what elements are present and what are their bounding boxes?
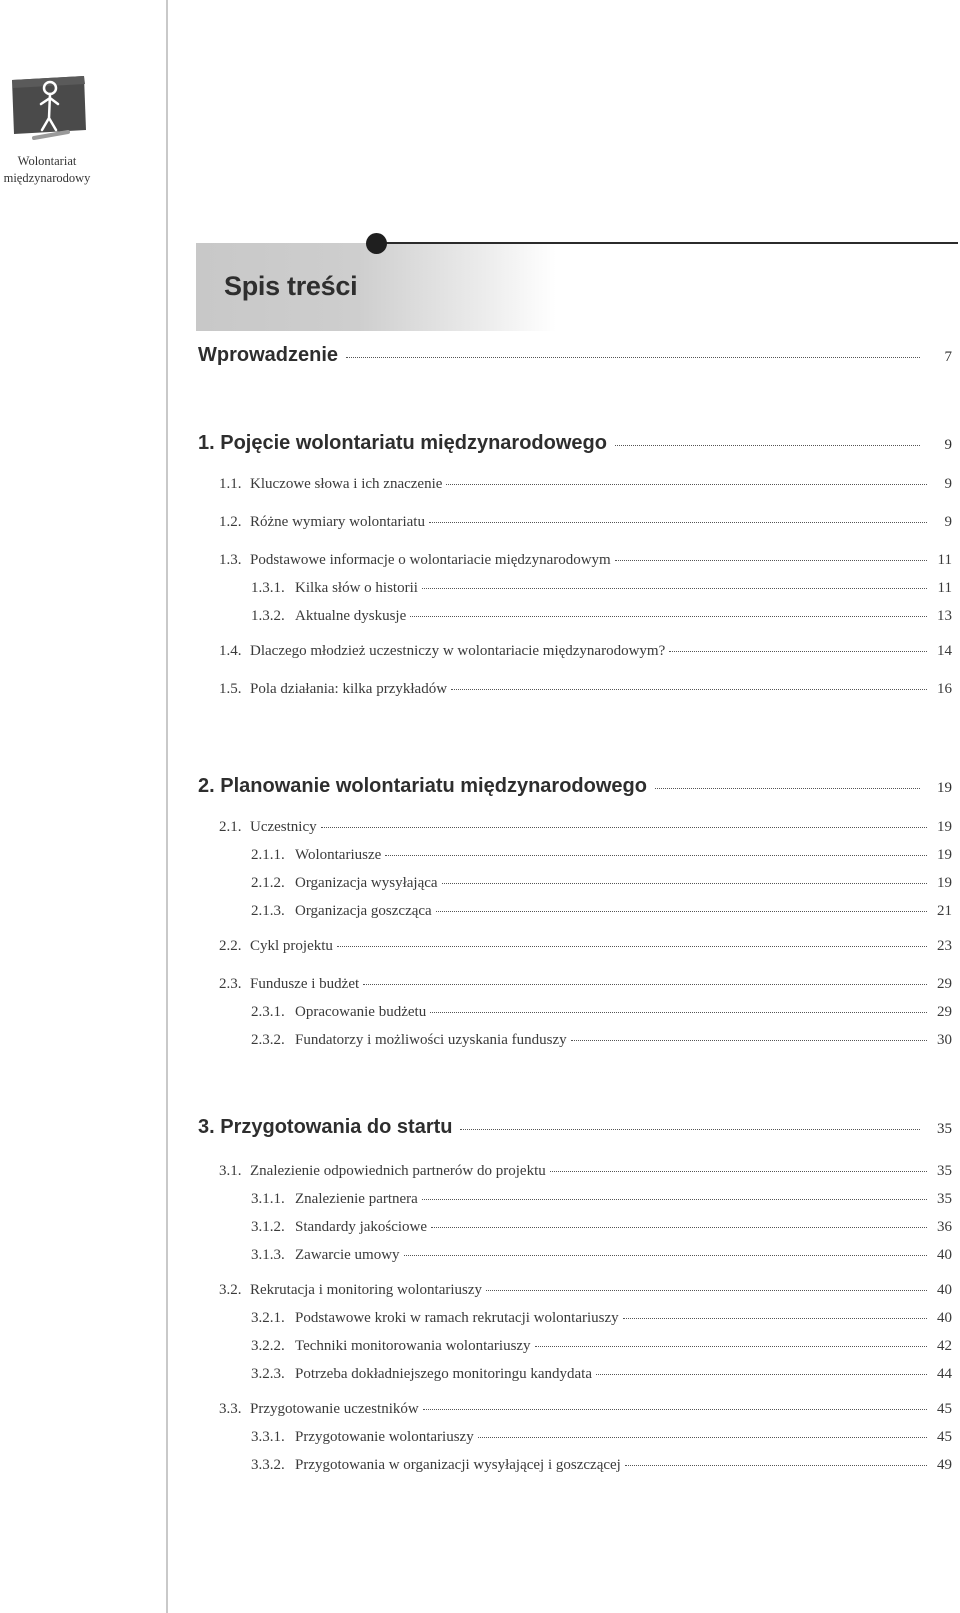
toc-page: 40 bbox=[937, 1247, 952, 1263]
toc-number: 3.3. bbox=[219, 1401, 242, 1417]
toc-leader bbox=[429, 522, 927, 523]
toc-leader bbox=[535, 1346, 927, 1347]
toc-leader bbox=[423, 1409, 927, 1410]
toc-number: 2.3. bbox=[219, 976, 242, 992]
toc-entry-chapter-3[interactable] bbox=[198, 1116, 952, 1139]
toc-leader bbox=[460, 1129, 920, 1130]
toc-label: Cykl projektu bbox=[250, 938, 333, 954]
toc-page: 35 bbox=[937, 1163, 952, 1179]
toc-label: Standardy jakościowe bbox=[295, 1219, 428, 1235]
toc-page: 19 bbox=[937, 875, 952, 891]
toc-page: 13 bbox=[937, 608, 952, 624]
sidebar bbox=[0, 0, 168, 1613]
toc-page: 40 bbox=[937, 1310, 952, 1326]
toc-label: Fundusze i budżet bbox=[250, 976, 360, 992]
toc-page: 36 bbox=[937, 1219, 952, 1235]
toc-entry-2-3-2[interactable] bbox=[251, 1032, 952, 1049]
toc-page: 45 bbox=[937, 1429, 952, 1445]
toc-leader bbox=[446, 484, 927, 485]
toc-entry-1-3-2[interactable] bbox=[251, 608, 952, 625]
toc-label: Przygotowanie wolontariuszy bbox=[295, 1429, 474, 1445]
toc-leader bbox=[385, 855, 927, 856]
brand-line-1: Wolontariat bbox=[17, 154, 77, 168]
toc-entry-3-3-1[interactable] bbox=[251, 1429, 952, 1446]
toc-entry-3-1-3[interactable] bbox=[251, 1247, 952, 1264]
toc-leader bbox=[442, 883, 927, 884]
toc-leader bbox=[625, 1465, 927, 1466]
toc-leader bbox=[571, 1040, 927, 1041]
toc-entry-3-1[interactable] bbox=[219, 1163, 952, 1180]
toc-label: Aktualne dyskusje bbox=[295, 608, 407, 624]
toc-page: 30 bbox=[937, 1032, 952, 1048]
toc-number: 3.2.1. bbox=[251, 1310, 285, 1326]
toc-label: Wolontariusze bbox=[295, 847, 382, 863]
toc-number: 3.1. bbox=[219, 1163, 242, 1179]
toc-number: 2.1. bbox=[219, 819, 242, 835]
toc-page: 7 bbox=[944, 349, 952, 365]
toc-page: 40 bbox=[937, 1282, 952, 1298]
toc-number: 3.3.1. bbox=[251, 1429, 285, 1445]
toc-label: 3. Przygotowania do startu bbox=[198, 1116, 453, 1138]
toc-leader bbox=[430, 1012, 927, 1013]
toc-page: 21 bbox=[937, 903, 952, 919]
toc-leader bbox=[363, 984, 927, 985]
toc-entry-chapter-1[interactable] bbox=[198, 432, 952, 455]
toc-entry-2-1[interactable] bbox=[219, 819, 952, 836]
toc-label: Wprowadzenie bbox=[198, 344, 339, 366]
toc-leader bbox=[669, 651, 927, 652]
toc-number: 3.2.2. bbox=[251, 1338, 285, 1354]
toc-number: 2.1.3. bbox=[251, 903, 285, 919]
toc-label: Dlaczego młodzież uczestniczy w wolontariacie międzynarodowym? bbox=[250, 643, 666, 659]
page-title: Spis treści bbox=[224, 271, 358, 301]
toc-number: 2.1.1. bbox=[251, 847, 285, 863]
toc-page: 9 bbox=[944, 437, 952, 453]
toc-entry-1-2[interactable] bbox=[219, 514, 952, 531]
toc-page: 11 bbox=[937, 552, 952, 568]
toc-entry-3-2[interactable] bbox=[219, 1282, 952, 1299]
toc-page: 45 bbox=[937, 1401, 952, 1417]
toc-entry-3-2-1[interactable] bbox=[251, 1310, 952, 1327]
toc-page: 19 bbox=[937, 847, 952, 863]
toc-entry-1-3[interactable] bbox=[219, 552, 952, 569]
toc-leader bbox=[655, 788, 920, 789]
toc-leader bbox=[410, 616, 927, 617]
toc-leader bbox=[346, 357, 920, 358]
toc-number: 3.2.3. bbox=[251, 1366, 285, 1382]
toc-entry-3-3[interactable] bbox=[219, 1401, 952, 1418]
toc-page: 19 bbox=[937, 819, 952, 835]
toc-number: 3.1.3. bbox=[251, 1247, 285, 1263]
toc-label: Organizacja wysyłająca bbox=[295, 875, 438, 891]
toc-leader bbox=[615, 445, 920, 446]
toc-page: 42 bbox=[937, 1338, 952, 1354]
toc-page: 49 bbox=[937, 1457, 952, 1473]
toc-entry-3-2-3[interactable] bbox=[251, 1366, 952, 1383]
toc-page: 35 bbox=[937, 1121, 952, 1137]
toc-number: 3.1.1. bbox=[251, 1191, 285, 1207]
toc-number: 3.1.2. bbox=[251, 1219, 285, 1235]
toc-entry-1-4[interactable] bbox=[219, 643, 952, 660]
toc-label: Organizacja goszcząca bbox=[295, 903, 432, 919]
toc-page: 35 bbox=[937, 1191, 952, 1207]
volunteer-logo-icon bbox=[8, 74, 88, 142]
toc-label: 1. Pojęcie wolontariatu międzynarodowego bbox=[198, 432, 607, 454]
toc-page: 23 bbox=[937, 938, 952, 954]
toc-page: 29 bbox=[937, 1004, 952, 1020]
toc-entry-2-1-1[interactable] bbox=[251, 847, 952, 864]
toc-label: Znalezienie odpowiednich partnerów do projektu bbox=[250, 1163, 546, 1179]
toc-entry-2-1-2[interactable] bbox=[251, 875, 952, 892]
toc-entry-chapter-2[interactable] bbox=[198, 775, 952, 798]
toc-leader bbox=[451, 689, 927, 690]
toc-leader bbox=[623, 1318, 927, 1319]
toc-number: 1.3. bbox=[219, 552, 242, 568]
toc-number: 1.3.2. bbox=[251, 608, 285, 624]
toc-label: Podstawowe kroki w ramach rekrutacji wolontariuszy bbox=[295, 1310, 619, 1326]
toc-label: 2. Planowanie wolontariatu międzynarodowego bbox=[198, 775, 647, 797]
toc-label: Rekrutacja i monitoring wolontariuszy bbox=[250, 1282, 483, 1298]
toc-label: Przygotowanie uczestników bbox=[250, 1401, 419, 1417]
toc-number: 1.5. bbox=[219, 681, 242, 697]
toc-leader bbox=[615, 560, 927, 561]
toc-number: 3.2. bbox=[219, 1282, 242, 1298]
toc-leader bbox=[431, 1227, 927, 1228]
toc-entry-3-2-2[interactable] bbox=[251, 1338, 952, 1355]
toc-page: 14 bbox=[937, 643, 952, 659]
toc-entry-1-1[interactable] bbox=[219, 476, 952, 493]
brand-line-2: międzynarodowy bbox=[3, 171, 91, 185]
toc-label: Potrzeba dokładniejszego monitoringu kandydata bbox=[295, 1366, 593, 1382]
title-rule bbox=[368, 242, 958, 244]
toc-number: 1.1. bbox=[219, 476, 242, 492]
toc-label: Fundatorzy i możliwości uzyskania funduszy bbox=[295, 1032, 567, 1048]
toc-leader bbox=[404, 1255, 927, 1256]
toc-number: 2.3.2. bbox=[251, 1032, 285, 1048]
toc-number: 2.2. bbox=[219, 938, 242, 954]
toc-entry-2-3-1[interactable] bbox=[251, 1004, 952, 1021]
toc-number: 2.1.2. bbox=[251, 875, 285, 891]
toc-entry-2-2[interactable] bbox=[219, 938, 952, 955]
toc-entry-3-1-2[interactable] bbox=[251, 1219, 952, 1236]
toc-page: 9 bbox=[944, 476, 952, 492]
toc-page: 44 bbox=[937, 1366, 952, 1382]
toc-page: 29 bbox=[937, 976, 952, 992]
toc-entry-3-1-1[interactable] bbox=[251, 1191, 952, 1208]
toc-leader bbox=[550, 1171, 927, 1172]
toc-number: 1.4. bbox=[219, 643, 242, 659]
toc-number: 1.3.1. bbox=[251, 580, 285, 596]
toc-leader bbox=[422, 1199, 927, 1200]
toc-number: 2.3.1. bbox=[251, 1004, 285, 1020]
brand-text bbox=[0, 153, 94, 187]
toc-entry-3-3-2[interactable] bbox=[251, 1457, 952, 1474]
title-bullet-icon bbox=[366, 233, 387, 254]
toc-label: Opracowanie budżetu bbox=[295, 1004, 427, 1020]
toc-leader bbox=[436, 911, 927, 912]
toc-entry-intro[interactable] bbox=[198, 344, 952, 367]
toc-number: 1.2. bbox=[219, 514, 242, 530]
toc-label: Przygotowania w organizacji wysyłającej i goszczącej bbox=[295, 1457, 621, 1473]
toc-leader bbox=[422, 588, 927, 589]
toc-leader bbox=[337, 946, 927, 947]
toc-label: Techniki monitorowania wolontariuszy bbox=[295, 1338, 531, 1354]
toc-entry-2-1-3[interactable] bbox=[251, 903, 952, 920]
toc-page: 16 bbox=[937, 681, 952, 697]
toc-label: Znalezienie partnera bbox=[295, 1191, 418, 1207]
toc-label: Uczestnicy bbox=[250, 819, 317, 835]
toc-entry-1-3-1[interactable] bbox=[251, 580, 952, 597]
toc-label: Kluczowe słowa i ich znaczenie bbox=[250, 476, 443, 492]
toc-label: Różne wymiary wolontariatu bbox=[250, 514, 425, 530]
toc-page: 19 bbox=[937, 780, 952, 796]
toc-page: 11 bbox=[937, 580, 952, 596]
toc-label: Pola działania: kilka przykładów bbox=[250, 681, 448, 697]
toc-label: Kilka słów o historii bbox=[295, 580, 418, 596]
toc-leader bbox=[486, 1290, 927, 1291]
toc-label: Zawarcie umowy bbox=[295, 1247, 400, 1263]
toc-leader bbox=[478, 1437, 927, 1438]
toc-label: Podstawowe informacje o wolontariacie międzynarodowym bbox=[250, 552, 611, 568]
toc-leader bbox=[321, 827, 927, 828]
toc-number: 3.3.2. bbox=[251, 1457, 285, 1473]
toc-leader bbox=[596, 1374, 927, 1375]
toc-page: 9 bbox=[944, 514, 952, 530]
toc-entry-2-3[interactable] bbox=[219, 976, 952, 993]
toc-entry-1-5[interactable] bbox=[219, 681, 952, 698]
